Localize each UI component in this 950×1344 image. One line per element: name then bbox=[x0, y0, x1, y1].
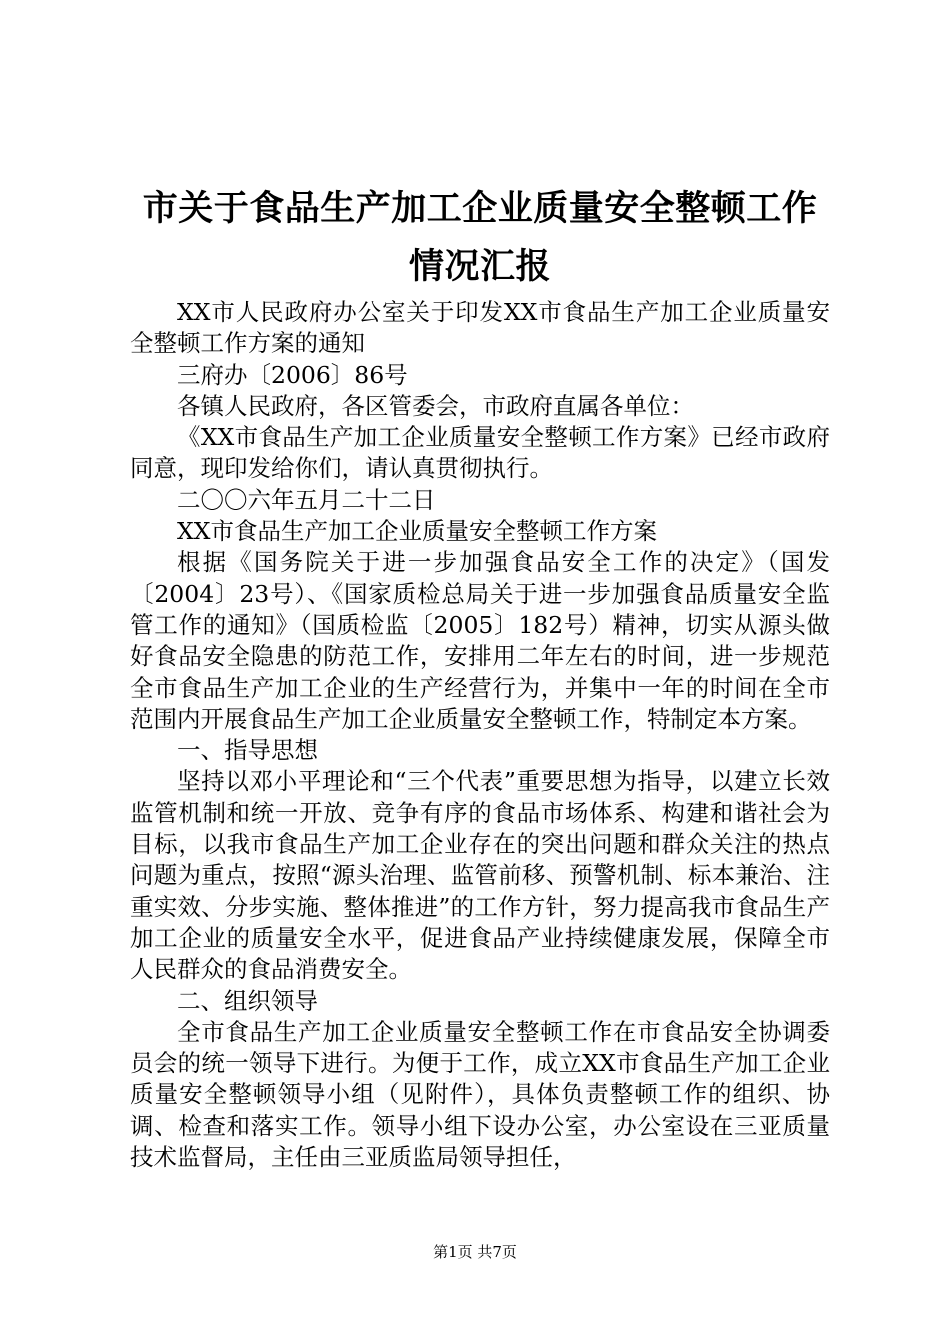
paragraph-recipients: 各镇人民政府，各区管委会，市政府直属各单位： bbox=[177, 391, 694, 420]
paragraph-organization: 全市食品生产加工企业质量安全整顿工作在市食品安全协调委员会的统一领导下进行。为便于工作，成立XX市食品生产加工企业质量安全整顿领导小组（见附件），具体负责整顿工作的组织、协调、检查和落实工作。领导小组下设办公室，办公室设在三亚质量技术监督局，主任由三亚质监局领导担任， bbox=[130, 1017, 830, 1172]
document-body bbox=[130, 297, 830, 1173]
page-footer: 第1页 共7页 bbox=[433, 1243, 517, 1261]
paragraph-notice-body: 《XX市食品生产加工企业质量安全整顿工作方案》已经市政府同意，现印发给你们，请认真贯彻执行。 bbox=[130, 423, 830, 483]
paragraph-guiding-ideology: 坚持以邓小平理论和“三个代表”重要思想为指导，以建立长效监管机制和统一开放、竞争有序的食品市场体系、构建和谐社会为目标，以我市食品生产加工企业存在的突出问题和群众关注的热点问题为重点，按照“源头治理、监管前移、预警机制、标本兼治、注重实效、分步实施、整体推进”的工作方针，努力提高我市食品生产加工企业的质量安全水平，促进食品产业持续健康发展，保障全市人民群众的食品消费安全。 bbox=[130, 767, 830, 984]
document-page bbox=[130, 180, 830, 1173]
paragraph-document-number: 三府办〔2006〕86号 bbox=[177, 360, 408, 389]
document-title: 市关于食品生产加工企业质量安全整顿工作情况汇报 bbox=[142, 189, 818, 287]
paragraph-date: 二〇〇六年五月二十二日 bbox=[177, 485, 436, 514]
section-heading-guiding-ideology: 一、指导思想 bbox=[177, 736, 318, 765]
paragraph-plan-title: XX市食品生产加工企业质量安全整顿工作方案 bbox=[177, 517, 657, 546]
paragraph-notice-title: XX市人民政府办公室关于印发XX市食品生产加工企业质量安全整顿工作方案的通知 bbox=[130, 298, 830, 358]
section-heading-organization: 二、组织领导 bbox=[177, 986, 318, 1015]
paragraph-basis: 根据《国务院关于进一步加强食品安全工作的决定》（国发〔2004〕23号）、《国家质检总局关于进一步加强食品质量安全监管工作的通知》（国质检监〔2005〕182号）精神，切实从源头做好食品安全隐患的防范工作，安排用二年左右的时间，进一步规范全市食品生产加工企业的生产经营行为，并集中一年的时间在全市范围内开展食品生产加工企业质量安全整顿工作，特制定本方案。 bbox=[130, 548, 830, 733]
